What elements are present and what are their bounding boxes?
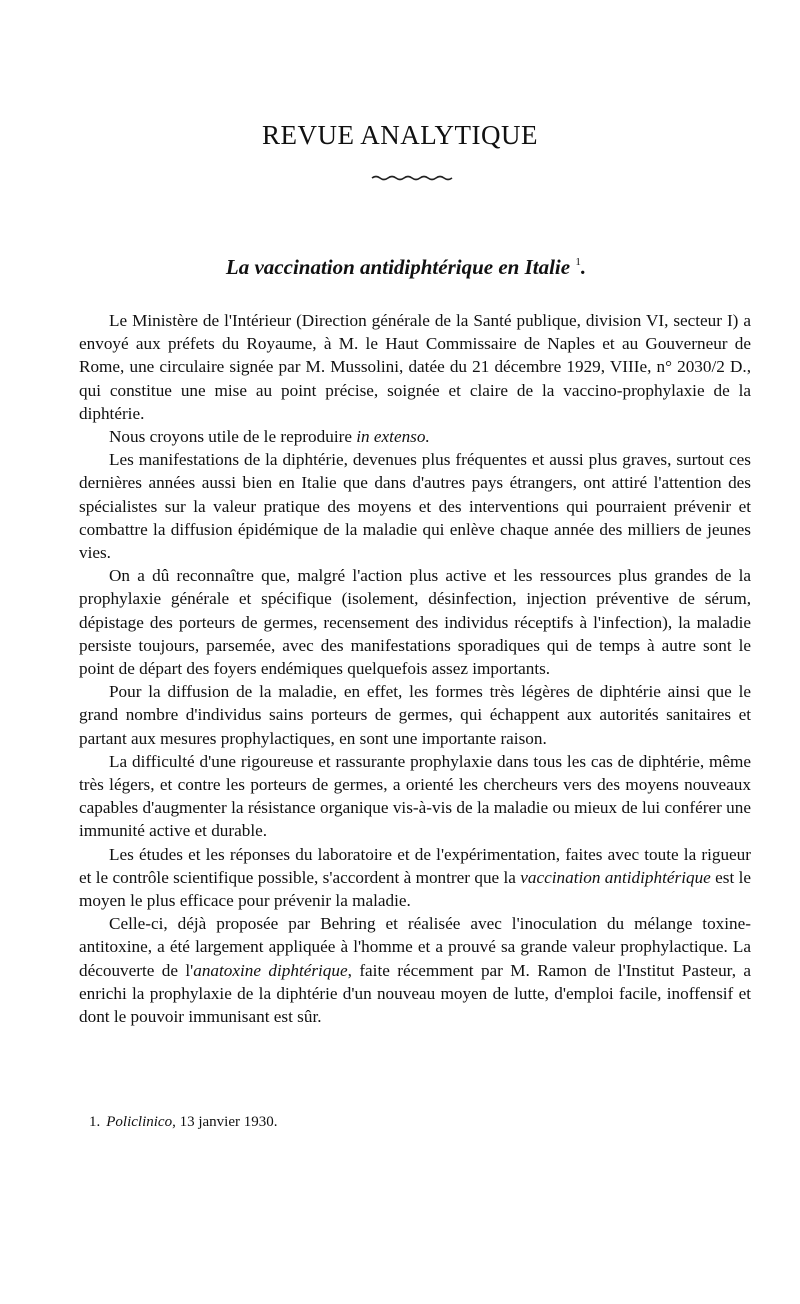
paragraph-6: La difficulté d'une rigoureuse et rassurante prophylaxie dans tous les cas de diphtérie, même très légers, et contre les porteurs de germes, a orienté les chercheurs vers des moyens nouveaux capables d'augmenter la résistance organique vis-à-vis de la maladie ou mieux de lui conférer une immunité active et durable.	[79, 751, 751, 841]
footnote-marker: 1	[575, 256, 581, 268]
footnote-date: , 13 janvier 1930.	[172, 1114, 278, 1130]
paragraph-8-italic: anatoxine diphtérique	[193, 960, 348, 980]
footnote	[89, 1112, 277, 1132]
paragraph-2	[79, 425, 751, 448]
footnote-journal: Policlinico	[106, 1114, 173, 1130]
paragraph-8-text: Celle-ci, déjà proposée par Behring et réalisée avec l'inoculation du mélange toxine-antitoxine, a été largement appliquée à l'homme et a prouvé sa grande valeur prophylactique. La découverte de l'	[79, 914, 751, 980]
paragraph-2-text: Nous croyons utile de le reproduire	[109, 427, 357, 447]
paragraph-8	[79, 912, 751, 1028]
footnote-number: 1.	[89, 1114, 101, 1130]
decorative-rule	[370, 174, 456, 182]
article-title: La vaccination antidiphtérique en Italie $^1$.	[225, 255, 587, 279]
paragraph-5: Pour la diffusion de la maladie, en effet, les formes très légères de diphtérie ainsi que le grand nombre d'individus sains porteurs de germes, qui échappent aux autorités sanitaires et partant aux mesures prophylactiques, en sont une importante raison.	[79, 682, 751, 748]
section-heading: REVUE ANALYTIQUE	[261, 120, 538, 150]
paragraph-2-italic: in extenso.	[356, 427, 430, 447]
paragraph-7	[79, 843, 751, 913]
paragraph-7-text-end: est le moyen le plus efficace pour prévenir la maladie.	[79, 867, 751, 911]
paragraph-7-italic: vaccination antidiphtérique	[520, 867, 711, 887]
paragraph-8-text-end: , faite récemment par M. Ramon de l'Institut Pasteur, a enrichi la prophylaxie de la diphtérie d'un nouveau moyen de lutte, d'emploi facile, inoffensif et dont le pouvoir immunisant est sûr.	[79, 960, 751, 1027]
article-body	[79, 309, 751, 1028]
paragraph-3: Les manifestations de la diphtérie, devenues plus fréquentes et aussi plus graves, surtout ces dernières années aussi bien en Italie que dans d'autres pays étrangers, ont attiré l'attention des spécialistes sur la valeur pratique des moyens et des interventions qui pourraient prévenir et combattre la diffusion épidémique de la maladie qui enlève chaque année des milliers de jeunes vies.	[79, 450, 751, 563]
paragraph-4: On a dû reconnaître que, malgré l'action plus active et les ressources plus grandes de la prophylaxie générale et spécifique (isolement, désinfection, injection préventive de sérum, dépistage des porteurs de germes, recensement des individus réceptifs à l'infection), la maladie persiste toujours, parsemée, avec des manifestations sporadiques qui de temps à autre sont le point de départ des foyers endémiques quelquefois assez importants.	[79, 566, 751, 679]
article-title-text: La vaccination antidiphtérique en Italie	[225, 255, 571, 279]
paragraph-7-text: Les études et les réponses du laboratoire et de l'expérimentation, faites avec toute la rigueur et le contrôle scientifique possible, s'accordent à montrer que la	[79, 844, 751, 887]
paragraph-1: Le Ministère de l'Intérieur (Direction générale de la Santé publique, division VI, secteur I) a envoyé aux préfets du Royaume, à M. le Haut Commissaire de Naples et au Gouverneur de Rome, une circulaire signée par M. Mussolini, datée du 21 décembre 1929, VIIIe, n° 2030/2 D., qui constitue une mise au point précise, soignée et claire de la vaccino-prophylaxie de la diphtérie.	[79, 311, 751, 423]
